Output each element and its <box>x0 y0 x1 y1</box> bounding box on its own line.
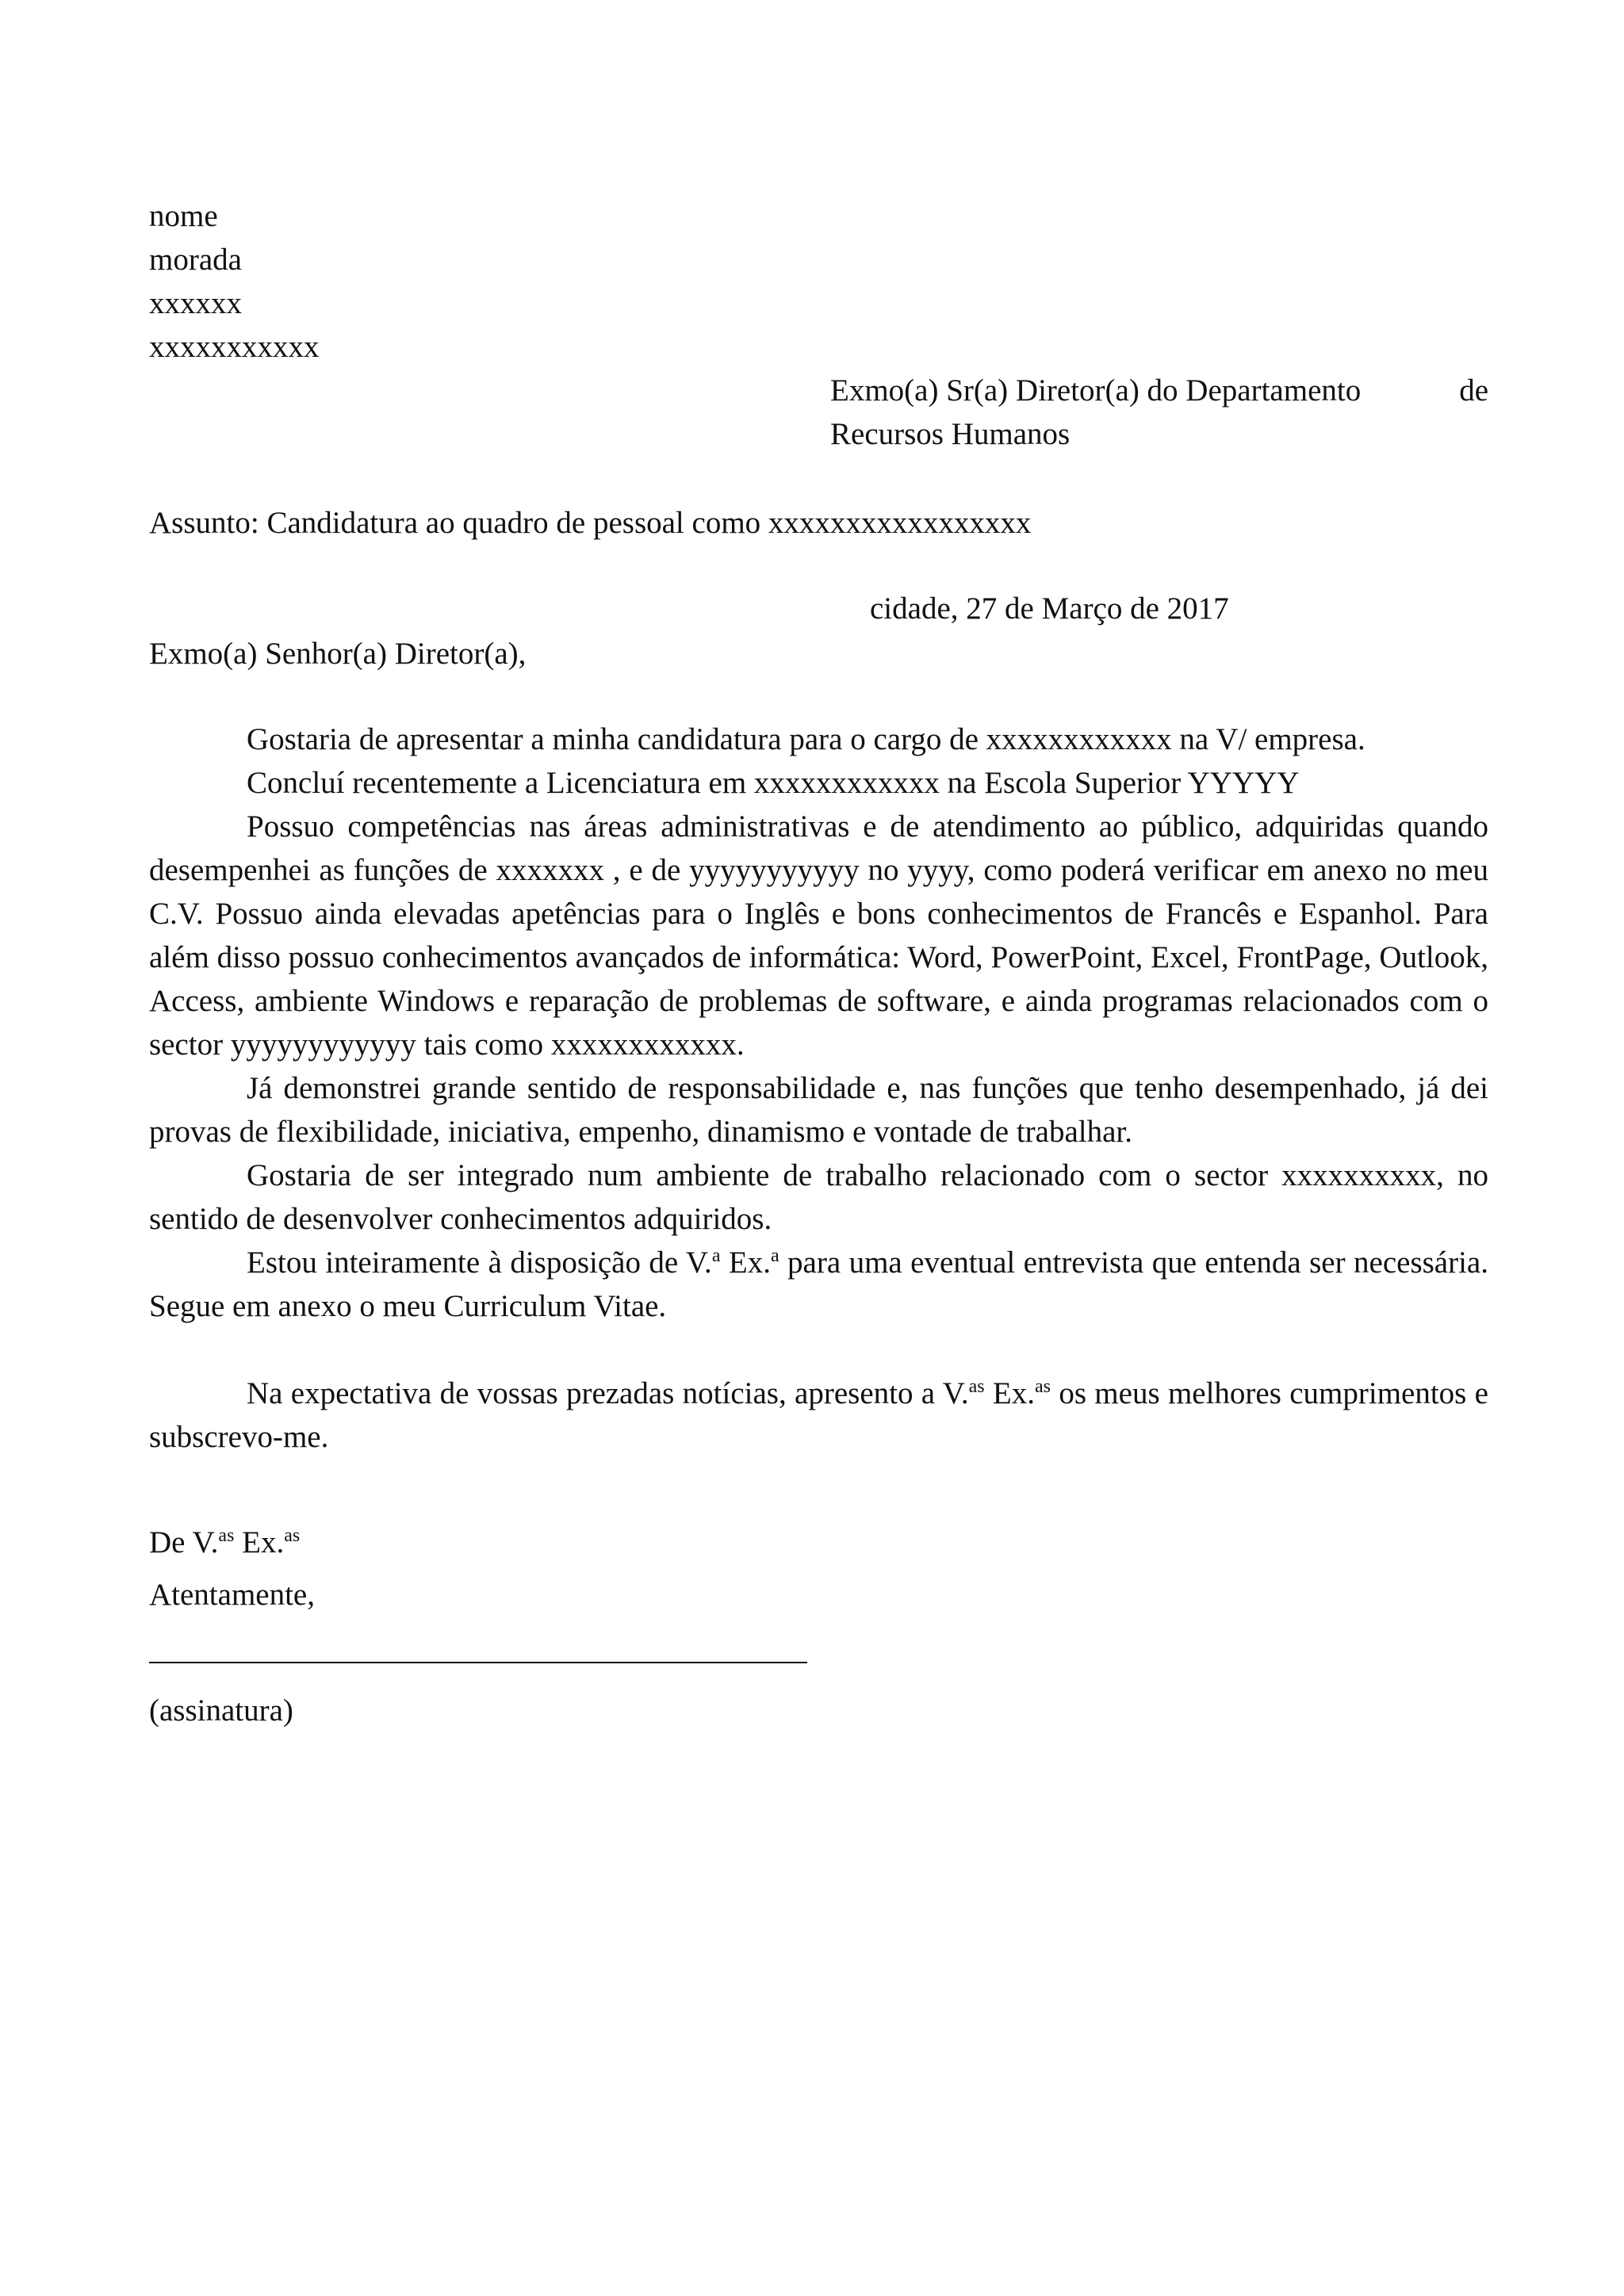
letter-body <box>149 718 1488 1459</box>
closing-de <box>149 1521 300 1564</box>
salutation: Exmo(a) Senhor(a) Diretor(a), <box>149 637 527 671</box>
paragraph-6-part-a: Estou inteiramente à disposição de V. <box>247 1246 712 1280</box>
recipient-block <box>830 369 1488 456</box>
sender-address: morada <box>149 243 242 277</box>
paragraph-1: Gostaria de apresentar a minha candidatura para o cargo de xxxxxxxxxxxx na V/ empresa. <box>247 722 1365 756</box>
paragraph-7-part-b: Ex. <box>984 1376 1035 1410</box>
closing-de-sup-1: as <box>218 1525 235 1546</box>
paragraph-6-part-c: para uma eventual entrevista que entenda ser necessária. Segue em anexo o meu Curriculum Vitae. <box>149 1246 1488 1323</box>
closing-regards: Atentamente, <box>149 1578 315 1612</box>
paragraph-7-part-c: os meus melhores cumprimentos e subscrevo-me. <box>149 1376 1488 1454</box>
paragraph-6-part-b: Ex. <box>720 1246 771 1280</box>
paragraph-3: Possuo competências nas áreas administrativas e de atendimento ao público, adquiridas quando desempenhei as funções de xxxxxxx , e de yyyyyyyyyyy no yyyy, como poderá verificar em anexo no meu C.V. Possuo ainda elevadas apetências para o Inglês e bons conhecimentos de Francês e Espanhol. Para além disso possuo conhecimentos avançados de informática: Word, PowerPoint, Excel, FrontPage, Outlook, Access, ambiente Windows e reparação de problemas de software, e ainda programas relacionados com o sector yyyyyyyyyyyy tais como xxxxxxxxxxxx. <box>149 809 1488 1062</box>
paragraph-7 <box>149 1372 1488 1459</box>
recipient-title: Exmo(a) Sr(a) Diretor(a) do Departamento <box>830 373 1362 408</box>
closing-de-sup-2: as <box>284 1525 301 1546</box>
paragraph-4: Já demonstrei grande sentido de responsabilidade e, nas funções que tenho desempenhado, já dei provas de flexibilidade, iniciativa, empenho, dinamismo e vontade de trabalhar. <box>149 1071 1488 1149</box>
recipient-department: Recursos Humanos <box>830 417 1071 451</box>
paragraph-2: Concluí recentemente a Licenciatura em xxxxxxxxxxxx na Escola Superior YYYYY <box>247 766 1300 800</box>
paragraph-7-part-a: Na expectativa de vossas prezadas notícias, apresento a V. <box>247 1376 969 1410</box>
closing-de-part-a: De V. <box>149 1525 219 1559</box>
recipient-title-end: de <box>1459 373 1488 408</box>
sender-name: nome <box>149 199 218 233</box>
paragraph-6 <box>149 1241 1488 1328</box>
paragraph-7-sup-1: as <box>968 1376 985 1397</box>
subject-line: Assunto: Candidatura ao quadro de pessoal como xxxxxxxxxxxxxxxxx <box>149 506 1032 540</box>
paragraph-6-sup-2: a <box>770 1246 779 1266</box>
recipient-line-1 <box>830 369 1488 412</box>
sender-line-4: xxxxxxxxxxx <box>149 330 320 364</box>
sender-line-3: xxxxxx <box>149 286 242 320</box>
closing-de-part-b: Ex. <box>234 1525 285 1559</box>
signature-line <box>149 1662 807 1663</box>
date-line: cidade, 27 de Março de 2017 <box>870 591 1229 626</box>
paragraph-5: Gostaria de ser integrado num ambiente de trabalho relacionado com o sector xxxxxxxxxx, no sentido de desenvolver conhecimentos adquiridos. <box>149 1158 1488 1236</box>
paragraph-7-sup-2: as <box>1035 1376 1051 1397</box>
paragraph-6-sup-1: a <box>711 1246 721 1266</box>
signature-label: (assinatura) <box>149 1693 293 1728</box>
